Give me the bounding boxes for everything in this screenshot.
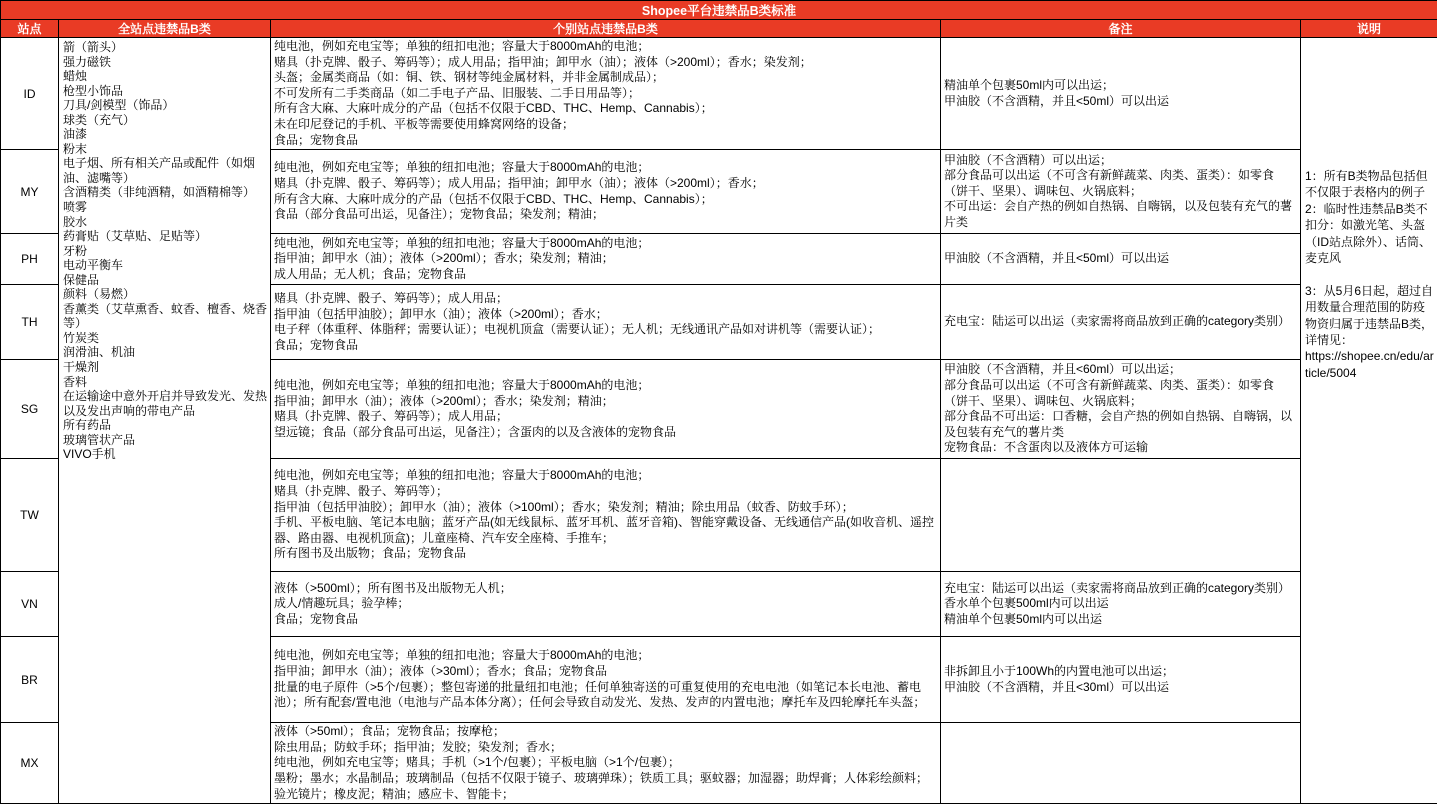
col-header-notes: 说明 bbox=[1301, 20, 1437, 38]
individual-items-cell-br: 纯电池，例如充电宝等；单独的纽扣电池；容量大于8000mAh的电池； 指甲油；卸甲水（油）；液体（>30ml）；香水；食品；宠物食品 批量的电子原件（>5个/包裹）；整包寄递的批量纽扣电池；任何单独寄送的可重复使用的充电电池（如笔记本长电池、蓄电池）；所有配套/置电池（电池与产品本体分离）；任何会导致自动发光、发热、发声的内置电池；摩托车及四轮摩托车头盔； bbox=[271, 637, 941, 723]
site-label-th: TH bbox=[1, 285, 59, 360]
individual-items-cell-vn: 液体（>500ml）；所有图书及出版物无人机； 成人/情趣玩具；验孕棒； 食品；宠物食品 bbox=[271, 572, 941, 637]
remarks-cell-sg: 甲油胶（不含酒精，并且<60ml）可以出运； 部分食品可以出运（不可含有新鲜蔬菜、肉类、蛋类）：如零食（饼干、坚果）、调味包、火锅底料； 部分食品不可出运：口香糖，会自产热的例如自热锅、自嗨锅，以及包装有充气的薯片类 宠物食品：不含蛋肉以及液体方可运输 bbox=[941, 360, 1301, 459]
individual-items-cell-mx: 液体（>50ml）；食品；宠物食品；按摩枪； 除虫用品；防蚊手环；指甲油；发胶；染发剂；香水； 纯电池，例如充电宝等；赌具；手机（>1个/包裹）；平板电脑（>1个/包裹）； 墨粉；墨水；水晶制品；玻璃制品（包括不仅限于镜子、玻璃弹珠）；铁质工具；驱蚊器；加湿器；助焊膏；人体彩绘颜料； 验光镜片；橡皮泥；精油；感应卡、智能卡； bbox=[271, 723, 941, 804]
individual-items-cell-ph: 纯电池，例如充电宝等；单独的纽扣电池；容量大于8000mAh的电池； 指甲油；卸甲水（油）；液体（>200ml）；香水；染发剂；精油； 成人用品；无人机；食品；宠物食品 bbox=[271, 234, 941, 285]
col-header-site: 站点 bbox=[1, 20, 59, 38]
site-label-ph: PH bbox=[1, 234, 59, 285]
site-label-vn: VN bbox=[1, 572, 59, 637]
table-row-id bbox=[1, 38, 1437, 150]
site-label-tw: TW bbox=[1, 459, 59, 572]
col-header-all-sites: 全站点违禁品B类 bbox=[59, 20, 271, 38]
page-title: Shopee平台违禁品B类标准 bbox=[1, 1, 1437, 20]
title-row bbox=[1, 1, 1437, 20]
col-header-individual-sites: 个别站点违禁品B类 bbox=[271, 20, 941, 38]
remarks-cell-br: 非拆卸且小于100Wh的内置电池可以出运； 甲油胶（不含酒精，并且<30ml）可以出运 bbox=[941, 637, 1301, 723]
individual-items-cell-sg: 纯电池，例如充电宝等；单独的纽扣电池；容量大于8000mAh的电池； 指甲油；卸甲水（油）；液体（>200ml）；香水；染发剂；精油； 赌具（扑克牌、骰子、筹码等）；成人用品； 望远镜；食品（部分食品可出运，见备注）；含蛋肉的以及含液体的宠物食品 bbox=[271, 360, 941, 459]
remarks-cell-vn: 充电宝：陆运可以出运（卖家需将商品放到正确的category类别） 香水单个包裹500ml内可以出运 精油单个包裹50ml内可以出运 bbox=[941, 572, 1301, 637]
remarks-cell-id: 精油单个包裹50ml内可以出运； 甲油胶（不含酒精，并且<50ml）可以出运 bbox=[941, 38, 1301, 150]
all-sites-items-cell: 箭（箭头） 强力磁铁 蜡烛 枪型小饰品 刀具/剑模型（饰品） 球类（充气） 油漆 粉末 电子烟、所有相关产品或配件（如烟油、滤嘴等） 含酒精类（非纯酒精，如酒精棉等） 喷雾 胶水 药膏贴（艾草贴、足贴等） 牙粉 电动平衡车 保健品 颜料（易燃） 香薰类（艾草熏香、蚊香、檀香、烧香等） 竹炭类 润滑油、机油 干燥剂 香料 在运输途中意外开启并导致发光、发热以及发出声响的带电产品 所有药品 玻璃管状产品 VIVO手机 bbox=[59, 38, 271, 804]
remarks-cell-mx bbox=[941, 723, 1301, 804]
individual-items-cell-th: 赌具（扑克牌、骰子、筹码等）；成人用品； 指甲油（包括甲油胶）；卸甲水（油）；液体（>200ml）；香水； 电子秤（体重秤、体脂秤；需要认证）；电视机顶盒（需要认证）；无人机；无线通讯产品如对讲机等（需要认证）； 食品；宠物食品 bbox=[271, 285, 941, 360]
remarks-cell-th: 充电宝：陆运可以出运（卖家需将商品放到正确的category类别） bbox=[941, 285, 1301, 360]
notes-cell bbox=[1301, 38, 1437, 804]
site-label-id: ID bbox=[1, 38, 59, 150]
column-header-row bbox=[1, 20, 1437, 38]
site-label-mx: MX bbox=[1, 723, 59, 804]
site-label-sg: SG bbox=[1, 360, 59, 459]
site-label-br: BR bbox=[1, 637, 59, 723]
notes-url[interactable]: https://shopee.cn/edu/article/5004 bbox=[1305, 348, 1435, 381]
col-header-remarks: 备注 bbox=[941, 20, 1301, 38]
individual-items-cell-my: 纯电池，例如充电宝等；单独的纽扣电池；容量大于8000mAh的电池； 赌具（扑克牌、骰子、筹码等）；成人用品；指甲油；卸甲水（油）；液体（>200ml）；香水； 所有含大麻、大麻叶成分的产品（包括不仅限于CBD、THC、Hemp、Cannabis）； 食品（部分食品可出运，见备注）；宠物食品；染发剂；精油； bbox=[271, 150, 941, 234]
site-label-my: MY bbox=[1, 150, 59, 234]
remarks-cell-tw bbox=[941, 459, 1301, 572]
remarks-cell-my: 甲油胶（不含酒精）可以出运； 部分食品可以出运（不可含有新鲜蔬菜、肉类、蛋类）：如零食（饼干、坚果）、调味包、火锅底料； 不可出运：会自产热的例如自热锅、自嗨锅，以及包装有充气的薯片类 bbox=[941, 150, 1301, 234]
individual-items-cell-tw: 纯电池，例如充电宝等；单独的纽扣电池；容量大于8000mAh的电池； 赌具（扑克牌、骰子、筹码等）； 指甲油（包括甲油胶）；卸甲水（油）；液体（>100ml）；香水；染发剂；精油；除虫用品（蚊香、防蚊手环）； 手机、平板电脑、笔记本电脑；蓝牙产品(如无线鼠标、蓝牙耳机、蓝牙音箱)、智能穿戴设备、无线通信产品(如收音机、遥控器、路由器、电视机顶盒)；儿童座椅、汽车安全座椅、手推车； 所有图书及出版物；食品；宠物食品 bbox=[271, 459, 941, 572]
remarks-cell-ph: 甲油胶（不含酒精，并且<50ml）可以出运 bbox=[941, 234, 1301, 285]
notes-text: 1：所有B类物品包括但不仅限于表格内的例子 2：临时性违禁品B类不扣分：如激光笔、头盔（ID站点除外）、话筒、麦克风 3：从5月6日起，超过自用数量合理范围的防疫物资归属于违禁品B类，详情见： bbox=[1305, 168, 1435, 348]
individual-items-cell-id: 纯电池，例如充电宝等；单独的纽扣电池；容量大于8000mAh的电池； 赌具（扑克牌、骰子、筹码等）；成人用品；指甲油；卸甲水（油）；液体（>200ml）；香水；染发剂； 头盔；金属类商品（如：铜、铁、钢材等纯金属材料，并非金属制成品）； 不可发所有二手类商品（如二手电子产品、旧服装、二手日用品等）； 所有含大麻、大麻叶成分的产品（包括不仅限于CBD、THC、Hemp、Cannabis）； 未在印尼登记的手机、平板等需要使用蜂窝网络的设备； 食品；宠物食品 bbox=[271, 38, 941, 150]
